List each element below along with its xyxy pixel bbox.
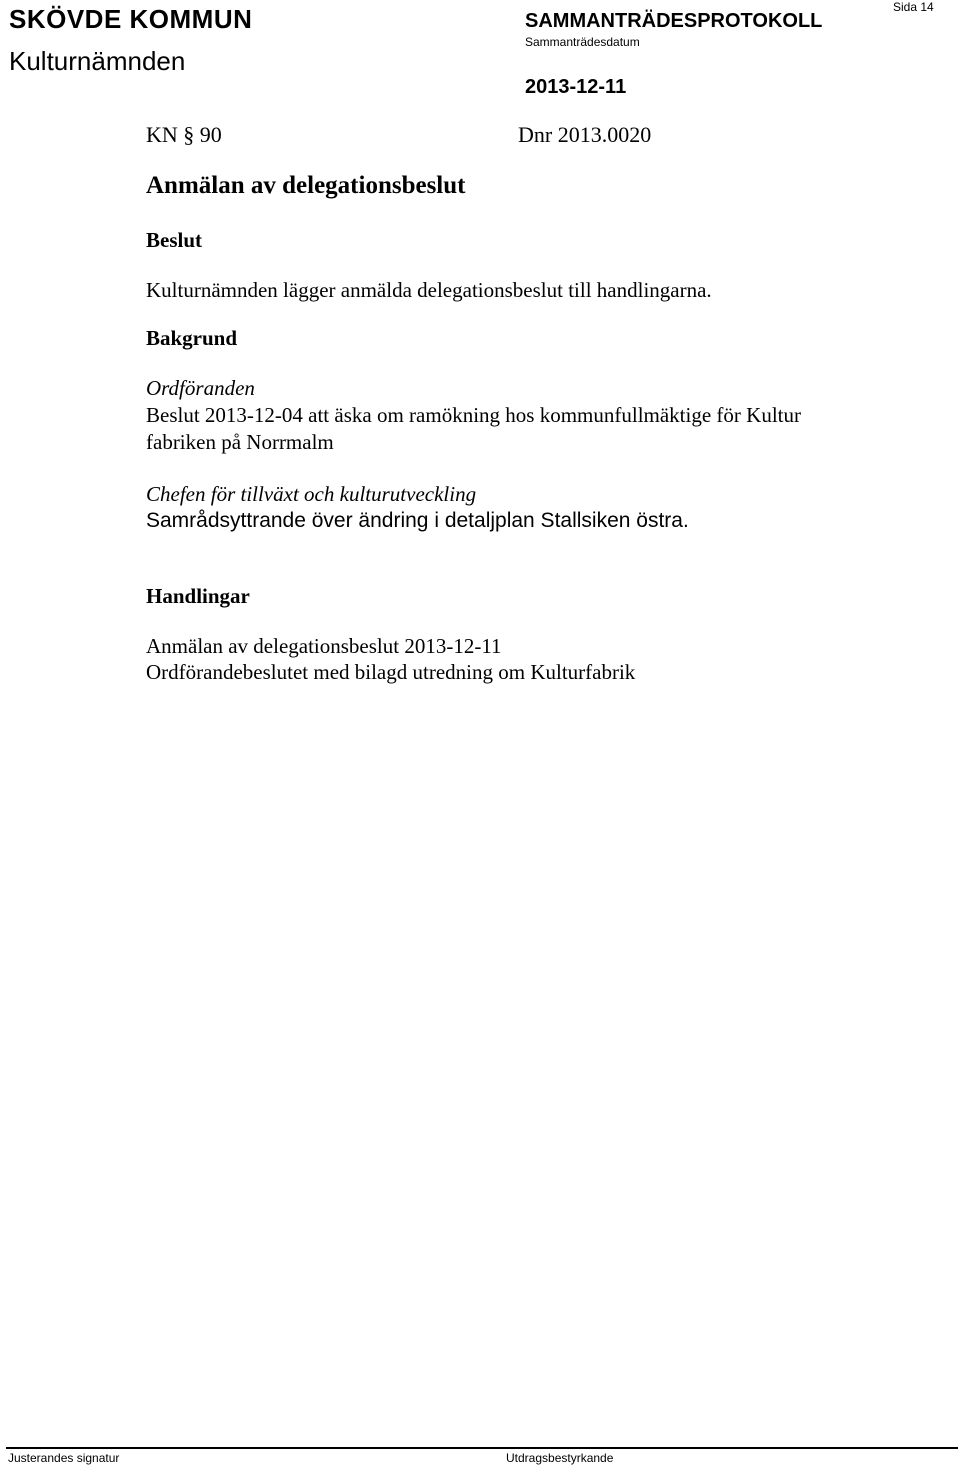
organization-logo-text: SKÖVDE KOMMUN: [9, 4, 253, 34]
diary-number: Dnr 2013.0020: [518, 122, 652, 147]
document-list-item: Ordförandebeslutet med bilagd utredning om Kulturfabrik: [146, 660, 636, 684]
page-number: Sida 14: [893, 0, 934, 14]
chairman-decision-line: fabriken på Norrmalm: [146, 430, 334, 454]
director-decision-line: Samrådsyttrande över ändring i detaljplan Stallsiken östra.: [146, 509, 689, 532]
committee-name: Kulturnämnden: [9, 46, 186, 76]
meeting-date-label: Sammanträdesdatum: [525, 35, 640, 49]
chairman-label: Ordföranden: [146, 376, 255, 400]
extract-certification-label: Utdragsbestyrkande: [506, 1451, 614, 1465]
meeting-date-value: 2013-12-11: [525, 76, 627, 98]
footer-divider: [6, 1447, 958, 1449]
chairman-decision-line: Beslut 2013-12-04 att äska om ramökning hos kommunfullmäktige för Kultur: [146, 403, 801, 427]
director-label: Chefen för tillväxt och kulturutveckling: [146, 482, 477, 506]
signature-label: Justerandes signatur: [8, 1451, 120, 1465]
background-heading: Bakgrund: [146, 326, 238, 350]
documents-heading: Handlingar: [146, 584, 250, 608]
protocol-title: SAMMANTRÄDESPROTOKOLL: [525, 10, 823, 32]
case-number: KN § 90: [146, 122, 222, 147]
decision-text: Kulturnämnden lägger anmälda delegationsbeslut till handlingarna.: [146, 278, 712, 302]
document-list-item: Anmälan av delegationsbeslut 2013-12-11: [146, 634, 502, 658]
case-title: Anmälan av delegationsbeslut: [146, 172, 466, 199]
decision-heading: Beslut: [146, 228, 203, 252]
